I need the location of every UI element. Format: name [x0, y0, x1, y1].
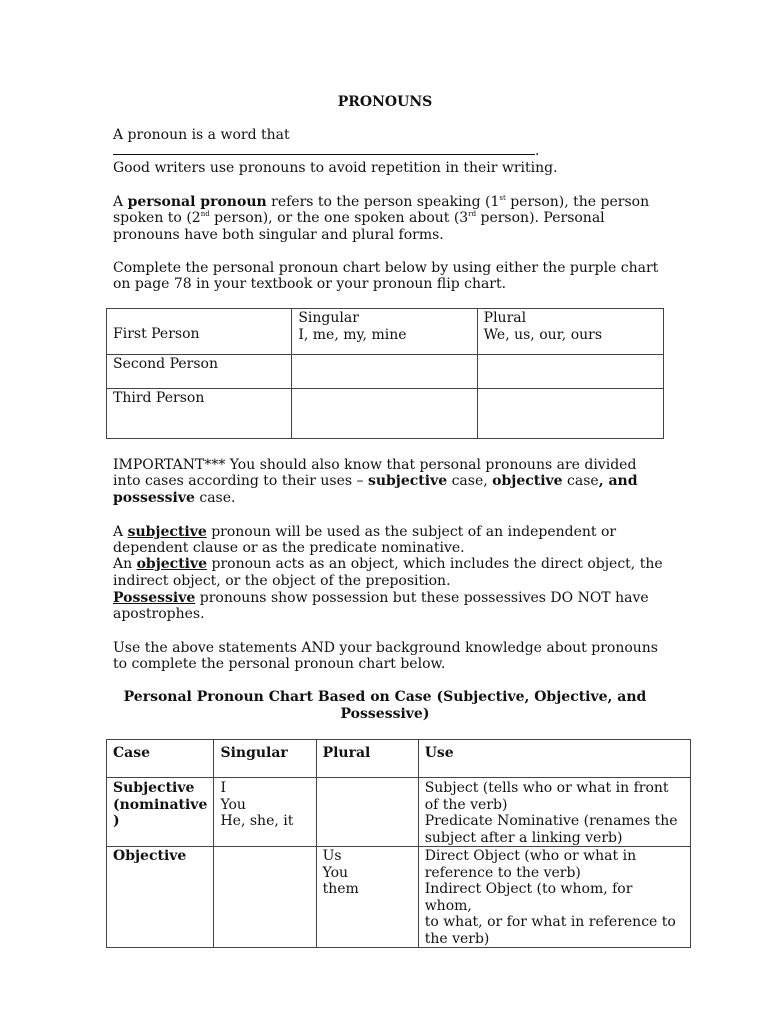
- subjective-line-1: A subjective pronoun will be used as the subject of an independent or: [113, 524, 617, 540]
- intro-blank-line: .: [113, 143, 539, 160]
- table-cell[interactable]: [477, 389, 663, 439]
- important-line-2: into cases according to their uses – subjective case, objective case, and: [113, 473, 638, 489]
- personal-line-3: pronouns have both singular and plural forms.: [113, 227, 444, 243]
- personal-line-2: spoken to (2nd person), or the one spoken about (3rd person). Personal: [113, 210, 605, 226]
- table-cell: Plural We, us, our, ours: [477, 309, 663, 355]
- objective-line-2: indirect object, or the object of the preposition.: [113, 573, 451, 589]
- instruction-2-line-1: Use the above statements AND your background knowledge about pronouns: [113, 640, 658, 656]
- table-cell[interactable]: [477, 355, 663, 389]
- chart-2-title-line-2: Possessive): [340, 706, 430, 722]
- possessive-line-1: Possessive pronouns show possession but these possessives DO NOT have: [113, 590, 649, 606]
- personal-pronoun-term: personal pronoun: [127, 194, 267, 210]
- table-cell: Subjective (nominative ): [107, 778, 214, 847]
- intro-line-1: A pronoun is a word that: [113, 127, 290, 143]
- table-cell: Objective: [107, 847, 214, 948]
- table-cell: First Person: [107, 309, 292, 355]
- personal-pronoun-table: [106, 308, 664, 439]
- table-row: [107, 847, 691, 948]
- table-cell: Third Person: [107, 389, 292, 439]
- table-header-cell: Singular: [214, 740, 316, 778]
- personal-line-1: A personal pronoun refers to the person speaking (1st person), the person: [113, 194, 650, 210]
- table-header-cell: Case: [107, 740, 214, 778]
- table-cell: Singular I, me, my, mine: [292, 309, 477, 355]
- table-cell[interactable]: [292, 355, 477, 389]
- table-row: [107, 778, 691, 847]
- instruction-1-line-1: Complete the personal pronoun chart below by using either the purple chart: [113, 260, 659, 276]
- objective-line-1: An objective pronoun acts as an object, which includes the direct object, the: [113, 556, 663, 572]
- important-line-1: IMPORTANT*** You should also know that personal pronouns are divided: [113, 457, 637, 473]
- table-header-cell: Plural: [316, 740, 418, 778]
- table-row: [107, 309, 664, 355]
- table-row: [107, 355, 664, 389]
- intro-line-3: Good writers use pronouns to avoid repetition in their writing.: [113, 160, 558, 176]
- table-cell[interactable]: [316, 778, 418, 847]
- table-cell[interactable]: [292, 389, 477, 439]
- table-header-row: [107, 740, 691, 778]
- important-line-3: possessive case.: [113, 490, 236, 506]
- case-pronoun-table: [106, 739, 691, 948]
- table-cell: Second Person: [107, 355, 292, 389]
- table-row: [107, 389, 664, 439]
- subjective-line-2: dependent clause or as the predicate nominative.: [113, 540, 465, 556]
- instruction-1-line-2: on page 78 in your textbook or your pronoun flip chart.: [113, 276, 507, 292]
- table-cell[interactable]: I You He, she, it: [214, 778, 316, 847]
- table-cell[interactable]: Us You them: [316, 847, 418, 948]
- table-cell: Direct Object (who or what in reference to the verb) Indirect Object (to whom, for whom, to what, or for what in reference to the verb): [418, 847, 690, 948]
- table-header-cell: Use: [418, 740, 690, 778]
- table-cell[interactable]: [214, 847, 316, 948]
- possessive-line-2: apostrophes.: [113, 606, 205, 622]
- page-title: PRONOUNS: [337, 94, 433, 110]
- instruction-2-line-2: to complete the personal pronoun chart below.: [113, 656, 446, 672]
- chart-2-title-line-1: Personal Pronoun Chart Based on Case (Subjective, Objective, and: [123, 689, 647, 705]
- table-cell: Subject (tells who or what in front of the verb) Predicate Nominative (renames the subject after a linking verb): [418, 778, 690, 847]
- fill-in-blank: [113, 143, 535, 155]
